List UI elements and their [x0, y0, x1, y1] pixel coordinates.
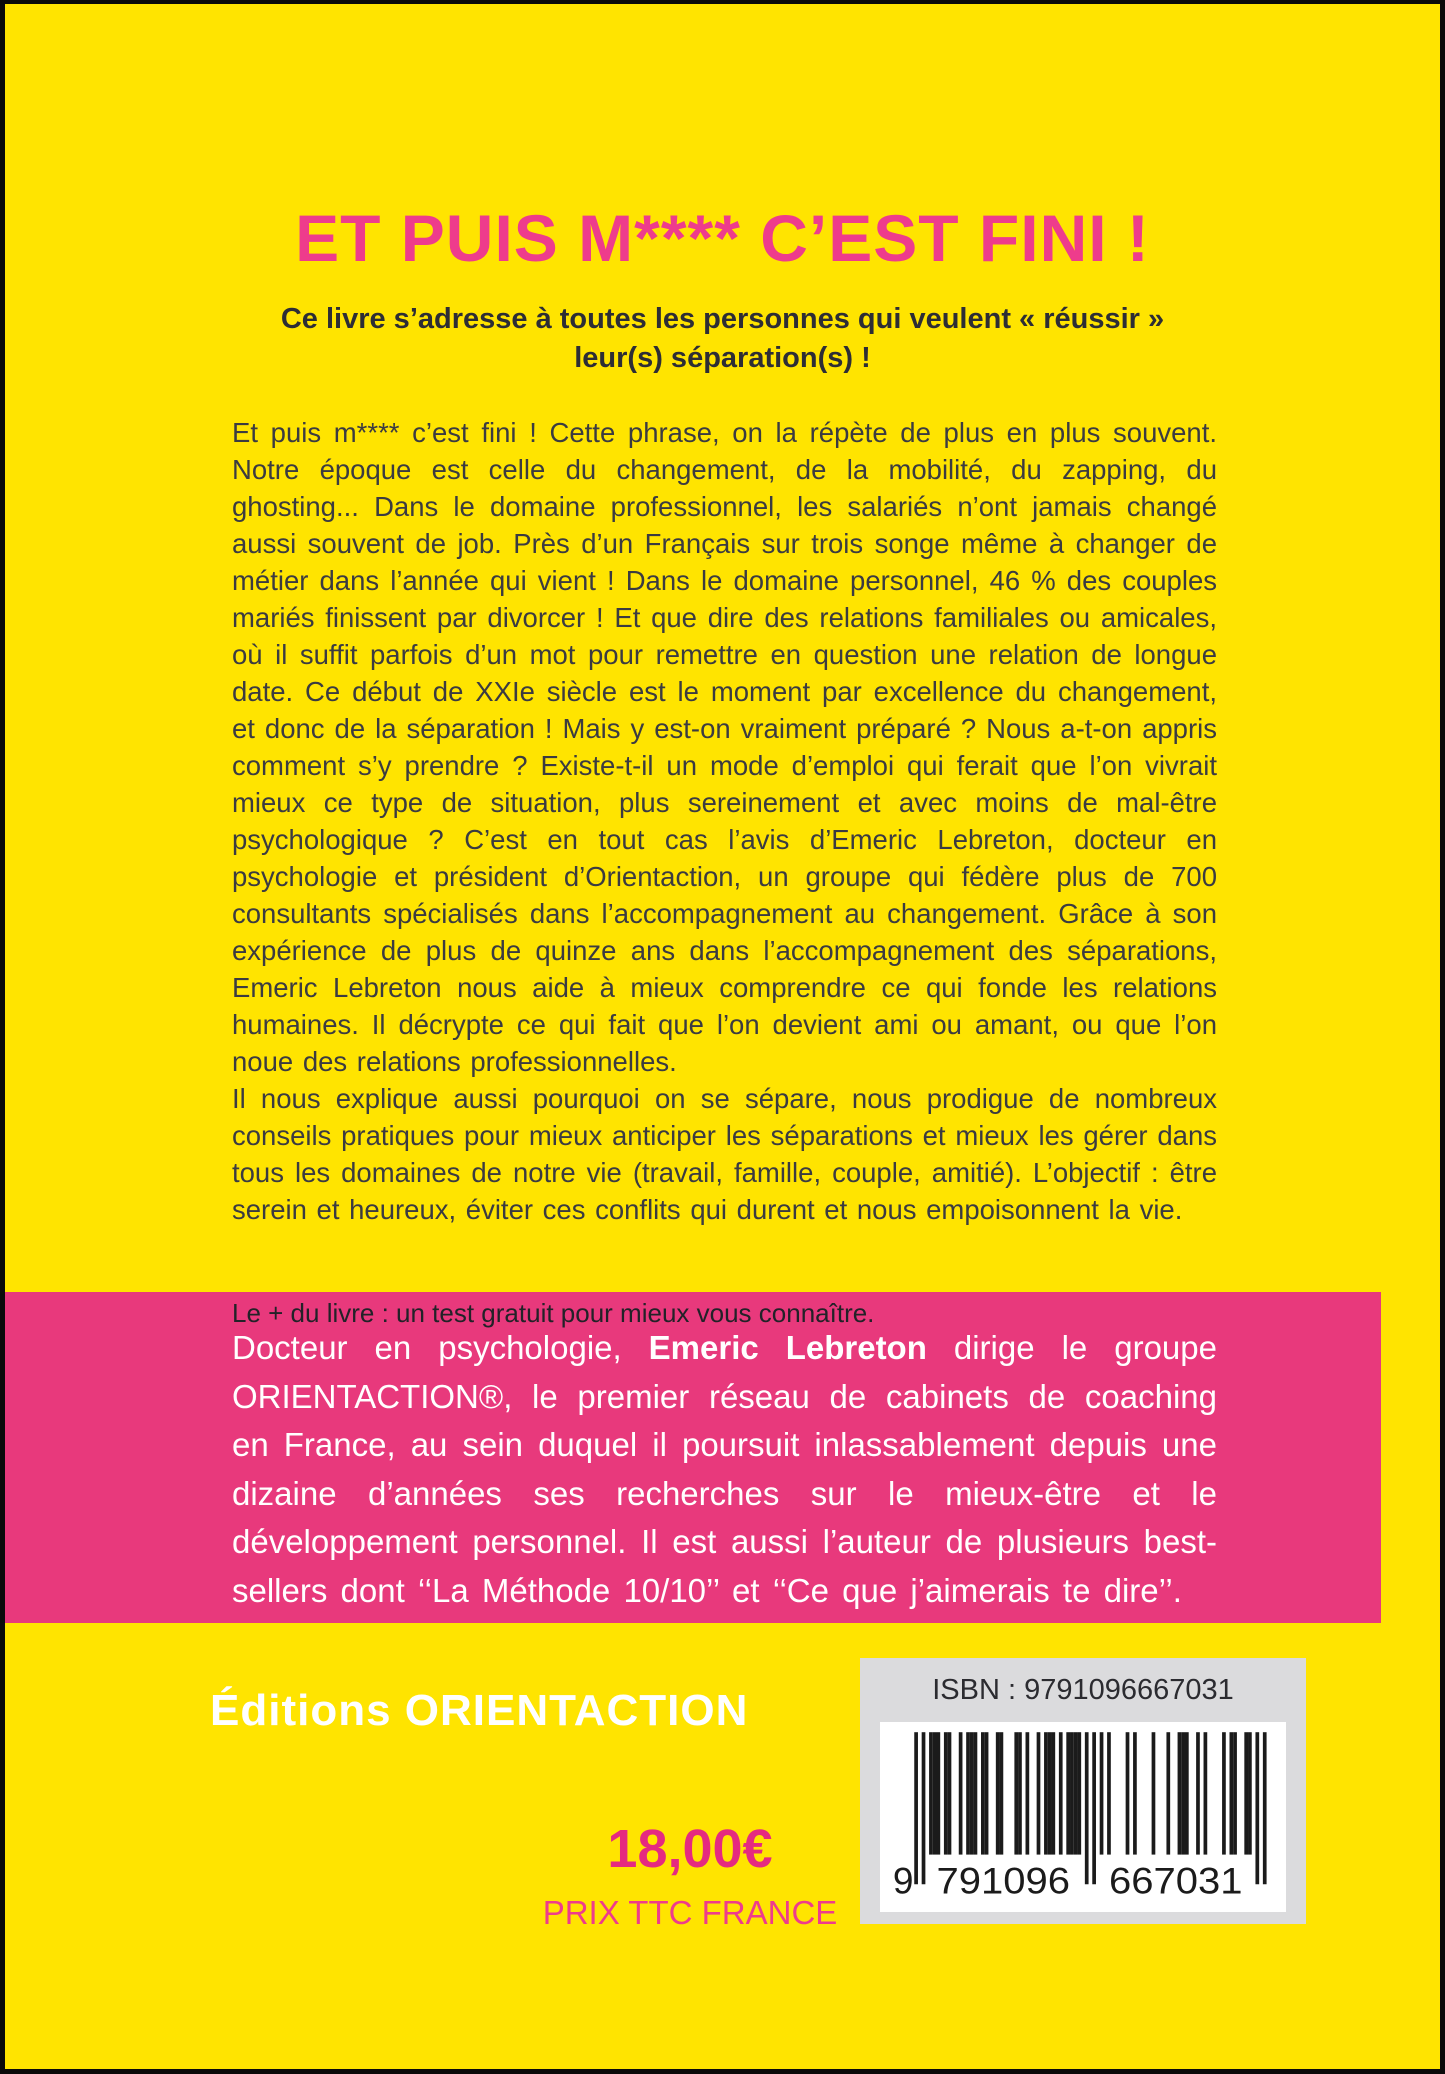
publisher-name: Éditions ORIENTACTION: [210, 1686, 749, 1735]
barcode-panel: [880, 1722, 1286, 1912]
subtitle-line-2: leur(s) séparation(s) !: [574, 342, 871, 374]
author-bio-prefix: Docteur en psychologie,: [232, 1329, 649, 1366]
book-bonus-line: Le + du livre : un test gratuit pour mieux vous connaître.: [232, 1298, 875, 1328]
synopsis-paragraph-2: Il nous explique aussi pourquoi on se sépare, nous prodigue de nombreux conseils pratiques pour mieux anticiper les séparations et mieux les gérer dans tous les domaines de notre vie (travail, famille, couple, amitié). L’objectif : être serein et heureux, éviter ces conflits qui durent et nous empoisonnent la vie.: [232, 1083, 1217, 1225]
barcode-icon: [892, 1732, 1274, 1903]
subtitle-line-1: Ce livre s’adresse à toutes les personnes qui veulent « réussir »: [280, 303, 1165, 335]
price-block: [460, 1818, 920, 1932]
barcode-digits-group2: 667031: [1108, 1859, 1243, 1902]
price-note: PRIX TTC FRANCE: [542, 1894, 838, 1931]
cover-page: [5, 4, 1440, 2069]
isbn-label: ISBN : 9791096667031: [932, 1674, 1234, 1706]
synopsis: [232, 414, 1217, 1228]
synopsis-paragraph-1: Et puis m**** c’est fini ! Cette phrase, on la répète de plus en plus souvent. Notre époque est celle du changement, de la mobilité, du zapping, du ghosting... Dans le domaine professionnel, les salariés n’ont jamais changé aussi souvent de job. Près d’un Français sur trois songe même à changer de métier dans l’année qui vient ! Dans le domaine personnel, 46 % des couples mariés finissent par divorcer ! Et que dire des relations familiales ou amicales, où il suffit parfois d’un mot pour remettre en question une relation de longue date. Ce début de XXIe siècle est le moment par excellence du changement, et donc de la séparation ! Mais y est-on vraiment préparé ? Nous a-t-on appris comment s’y prendre ? Existe-t-il un mode d’emploi qui ferait que l’on vivrait mieux ce type de situation, plus sereinement et avec moins de mal-être psychologique ? C’est en tout cas l’avis d’Emeric Lebreton, docteur en psychologie et président d’Orientaction, un groupe qui fédère plus de 700 consultants spécialisés dans l’accompagnement au changement. Grâce à son expérience de plus de quinze ans dans l’accompagnement des séparations, Emeric Lebreton nous aide à mieux comprendre ce qui fonde les relations humaines. Il décrypte ce qui fait que l’on devient ami ou amant, ou que l’on noue des relations professionnelles.: [232, 417, 1217, 1077]
book-subtitle: [5, 300, 1440, 378]
isbn-box: [860, 1658, 1306, 1924]
author-bio: [232, 1324, 1217, 1615]
barcode-digit-left: 9: [892, 1859, 914, 1902]
author-bio-suffix: dirige le groupe ORIENTACTION®, le premier réseau de cabinets de coaching en France, au sein duquel il poursuit inlassablement depuis une dizaine d’années ses recherches sur le mieux-être et le développement personnel. Il est aussi l’auteur de plusieurs best- sellers dont ‘‘La Méthode 10/10’’ et ‘‘Ce que j’aimerais te dire’’.: [232, 1329, 1217, 1609]
author-name: Emeric Lebreton: [648, 1329, 927, 1366]
book-title: ET PUIS M**** C’EST FINI !: [295, 201, 1150, 275]
barcode-digits-group1: 791096: [936, 1859, 1071, 1902]
price: 18,00€: [607, 1819, 773, 1879]
